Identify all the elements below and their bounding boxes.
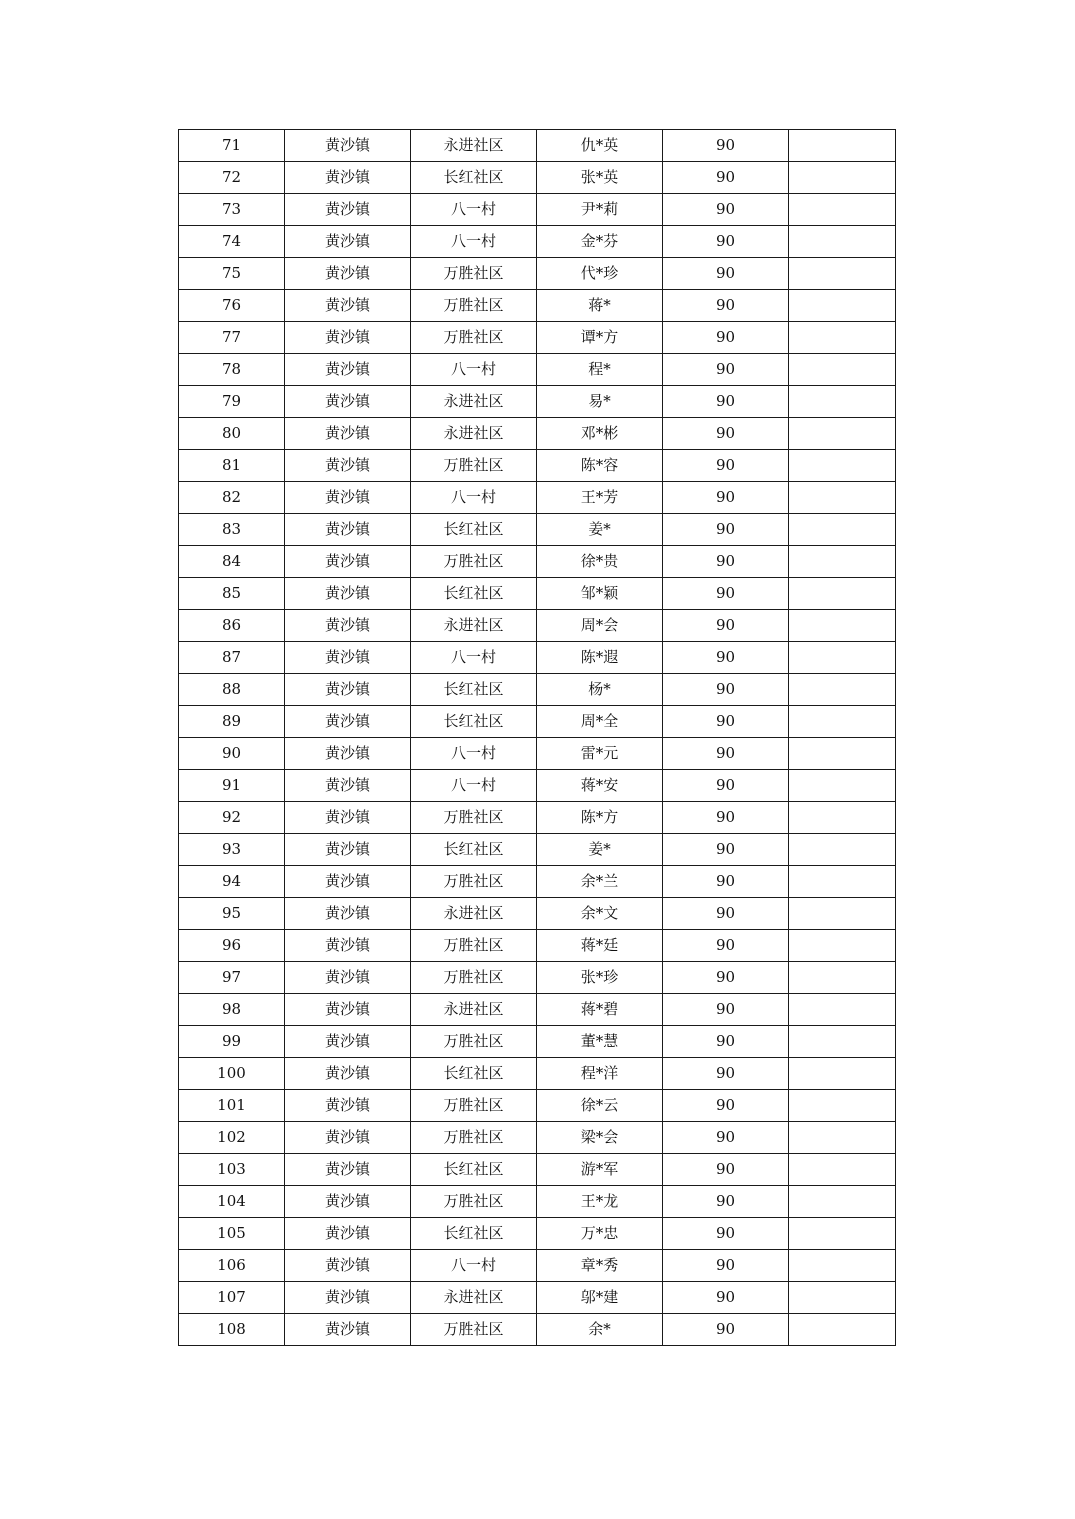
score-cell: 90 [663, 1122, 789, 1154]
village-cell: 万胜社区 [411, 962, 537, 994]
village-cell: 永进社区 [411, 386, 537, 418]
note-cell [789, 1058, 896, 1090]
note-cell [789, 546, 896, 578]
village-cell: 万胜社区 [411, 546, 537, 578]
row-number-cell: 98 [179, 994, 285, 1026]
table-row [179, 482, 896, 514]
town-cell: 黄沙镇 [285, 610, 411, 642]
table-row [179, 258, 896, 290]
name-cell: 易* [537, 386, 663, 418]
score-cell: 90 [663, 386, 789, 418]
row-number-cell: 77 [179, 322, 285, 354]
table-row [179, 1090, 896, 1122]
note-cell [789, 1282, 896, 1314]
score-cell: 90 [663, 802, 789, 834]
table-row [179, 194, 896, 226]
row-number-cell: 102 [179, 1122, 285, 1154]
table-row [179, 514, 896, 546]
town-cell: 黄沙镇 [285, 1282, 411, 1314]
note-cell [789, 162, 896, 194]
score-cell: 90 [663, 1058, 789, 1090]
row-number-cell: 99 [179, 1026, 285, 1058]
row-number-cell: 104 [179, 1186, 285, 1218]
note-cell [789, 1250, 896, 1282]
score-cell: 90 [663, 450, 789, 482]
score-cell: 90 [663, 1090, 789, 1122]
score-cell: 90 [663, 674, 789, 706]
score-cell: 90 [663, 834, 789, 866]
note-cell [789, 642, 896, 674]
score-cell: 90 [663, 610, 789, 642]
town-cell: 黄沙镇 [285, 706, 411, 738]
name-cell: 仇*英 [537, 130, 663, 162]
table-row [179, 1314, 896, 1346]
town-cell: 黄沙镇 [285, 130, 411, 162]
name-cell: 邓*彬 [537, 418, 663, 450]
note-cell [789, 1154, 896, 1186]
name-cell: 徐*云 [537, 1090, 663, 1122]
table-row [179, 578, 896, 610]
table-row [179, 1058, 896, 1090]
village-cell: 长红社区 [411, 578, 537, 610]
town-cell: 黄沙镇 [285, 578, 411, 610]
name-cell: 陈*容 [537, 450, 663, 482]
village-cell: 长红社区 [411, 834, 537, 866]
name-cell: 张*珍 [537, 962, 663, 994]
row-number-cell: 92 [179, 802, 285, 834]
town-cell: 黄沙镇 [285, 354, 411, 386]
score-cell: 90 [663, 770, 789, 802]
town-cell: 黄沙镇 [285, 226, 411, 258]
score-cell: 90 [663, 642, 789, 674]
town-cell: 黄沙镇 [285, 962, 411, 994]
village-cell: 万胜社区 [411, 1090, 537, 1122]
table-row [179, 1218, 896, 1250]
name-cell: 蒋* [537, 290, 663, 322]
row-number-cell: 81 [179, 450, 285, 482]
table-row [179, 706, 896, 738]
row-number-cell: 86 [179, 610, 285, 642]
village-cell: 万胜社区 [411, 866, 537, 898]
town-cell: 黄沙镇 [285, 834, 411, 866]
row-number-cell: 74 [179, 226, 285, 258]
score-cell: 90 [663, 1154, 789, 1186]
row-number-cell: 84 [179, 546, 285, 578]
name-cell: 代*珍 [537, 258, 663, 290]
note-cell [789, 930, 896, 962]
table-row [179, 930, 896, 962]
note-cell [789, 610, 896, 642]
village-cell: 八一村 [411, 738, 537, 770]
table-row [179, 1026, 896, 1058]
note-cell [789, 130, 896, 162]
name-cell: 章*秀 [537, 1250, 663, 1282]
village-cell: 长红社区 [411, 1058, 537, 1090]
name-cell: 周*会 [537, 610, 663, 642]
note-cell [789, 418, 896, 450]
name-cell: 万*忠 [537, 1218, 663, 1250]
name-cell: 姜* [537, 514, 663, 546]
village-cell: 八一村 [411, 770, 537, 802]
town-cell: 黄沙镇 [285, 546, 411, 578]
row-number-cell: 97 [179, 962, 285, 994]
row-number-cell: 78 [179, 354, 285, 386]
name-cell: 蒋*碧 [537, 994, 663, 1026]
row-number-cell: 72 [179, 162, 285, 194]
row-number-cell: 106 [179, 1250, 285, 1282]
table-row [179, 610, 896, 642]
village-cell: 永进社区 [411, 418, 537, 450]
note-cell [789, 834, 896, 866]
town-cell: 黄沙镇 [285, 162, 411, 194]
village-cell: 八一村 [411, 642, 537, 674]
score-cell: 90 [663, 258, 789, 290]
town-cell: 黄沙镇 [285, 1090, 411, 1122]
score-cell: 90 [663, 1026, 789, 1058]
score-cell: 90 [663, 1218, 789, 1250]
town-cell: 黄沙镇 [285, 386, 411, 418]
note-cell [789, 386, 896, 418]
name-cell: 金*芬 [537, 226, 663, 258]
row-number-cell: 87 [179, 642, 285, 674]
score-cell: 90 [663, 482, 789, 514]
name-cell: 陈*遐 [537, 642, 663, 674]
row-number-cell: 101 [179, 1090, 285, 1122]
table-row [179, 994, 896, 1026]
name-cell: 程*洋 [537, 1058, 663, 1090]
name-cell: 陈*方 [537, 802, 663, 834]
name-cell: 王*芳 [537, 482, 663, 514]
village-cell: 长红社区 [411, 1218, 537, 1250]
village-cell: 万胜社区 [411, 802, 537, 834]
note-cell [789, 674, 896, 706]
row-number-cell: 107 [179, 1282, 285, 1314]
note-cell [789, 994, 896, 1026]
name-cell: 雷*元 [537, 738, 663, 770]
name-cell: 游*军 [537, 1154, 663, 1186]
roster-table [178, 129, 896, 1346]
row-number-cell: 82 [179, 482, 285, 514]
score-cell: 90 [663, 1282, 789, 1314]
table-row [179, 642, 896, 674]
village-cell: 八一村 [411, 482, 537, 514]
table-row [179, 898, 896, 930]
note-cell [789, 770, 896, 802]
note-cell [789, 226, 896, 258]
note-cell [789, 450, 896, 482]
score-cell: 90 [663, 418, 789, 450]
town-cell: 黄沙镇 [285, 930, 411, 962]
score-cell: 90 [663, 1314, 789, 1346]
table-row [179, 226, 896, 258]
row-number-cell: 88 [179, 674, 285, 706]
note-cell [789, 1122, 896, 1154]
village-cell: 长红社区 [411, 1154, 537, 1186]
table-row [179, 802, 896, 834]
row-number-cell: 73 [179, 194, 285, 226]
town-cell: 黄沙镇 [285, 994, 411, 1026]
score-cell: 90 [663, 930, 789, 962]
note-cell [789, 1026, 896, 1058]
table-row [179, 1250, 896, 1282]
name-cell: 周*全 [537, 706, 663, 738]
score-cell: 90 [663, 322, 789, 354]
score-cell: 90 [663, 738, 789, 770]
name-cell: 徐*贵 [537, 546, 663, 578]
table-row [179, 290, 896, 322]
note-cell [789, 354, 896, 386]
town-cell: 黄沙镇 [285, 418, 411, 450]
village-cell: 永进社区 [411, 610, 537, 642]
town-cell: 黄沙镇 [285, 482, 411, 514]
village-cell: 万胜社区 [411, 930, 537, 962]
row-number-cell: 108 [179, 1314, 285, 1346]
village-cell: 万胜社区 [411, 322, 537, 354]
name-cell: 蒋*廷 [537, 930, 663, 962]
town-cell: 黄沙镇 [285, 866, 411, 898]
row-number-cell: 71 [179, 130, 285, 162]
score-cell: 90 [663, 994, 789, 1026]
note-cell [789, 1218, 896, 1250]
row-number-cell: 75 [179, 258, 285, 290]
village-cell: 万胜社区 [411, 1314, 537, 1346]
town-cell: 黄沙镇 [285, 770, 411, 802]
village-cell: 万胜社区 [411, 1026, 537, 1058]
note-cell [789, 482, 896, 514]
note-cell [789, 194, 896, 226]
village-cell: 八一村 [411, 194, 537, 226]
table-row [179, 546, 896, 578]
name-cell: 邹*颖 [537, 578, 663, 610]
row-number-cell: 85 [179, 578, 285, 610]
village-cell: 万胜社区 [411, 290, 537, 322]
town-cell: 黄沙镇 [285, 322, 411, 354]
village-cell: 八一村 [411, 354, 537, 386]
name-cell: 余*兰 [537, 866, 663, 898]
note-cell [789, 322, 896, 354]
village-cell: 永进社区 [411, 130, 537, 162]
name-cell: 蒋*安 [537, 770, 663, 802]
row-number-cell: 103 [179, 1154, 285, 1186]
table-row [179, 674, 896, 706]
row-number-cell: 96 [179, 930, 285, 962]
town-cell: 黄沙镇 [285, 1154, 411, 1186]
village-cell: 长红社区 [411, 514, 537, 546]
note-cell [789, 1186, 896, 1218]
score-cell: 90 [663, 706, 789, 738]
name-cell: 姜* [537, 834, 663, 866]
score-cell: 90 [663, 866, 789, 898]
row-number-cell: 93 [179, 834, 285, 866]
name-cell: 尹*莉 [537, 194, 663, 226]
row-number-cell: 83 [179, 514, 285, 546]
score-cell: 90 [663, 1250, 789, 1282]
table-row [179, 738, 896, 770]
village-cell: 八一村 [411, 1250, 537, 1282]
score-cell: 90 [663, 130, 789, 162]
name-cell: 程* [537, 354, 663, 386]
note-cell [789, 706, 896, 738]
town-cell: 黄沙镇 [285, 1122, 411, 1154]
town-cell: 黄沙镇 [285, 1186, 411, 1218]
name-cell: 王*龙 [537, 1186, 663, 1218]
score-cell: 90 [663, 514, 789, 546]
village-cell: 万胜社区 [411, 258, 537, 290]
name-cell: 杨* [537, 674, 663, 706]
town-cell: 黄沙镇 [285, 802, 411, 834]
town-cell: 黄沙镇 [285, 1218, 411, 1250]
village-cell: 万胜社区 [411, 450, 537, 482]
name-cell: 余*文 [537, 898, 663, 930]
name-cell: 董*慧 [537, 1026, 663, 1058]
village-cell: 长红社区 [411, 162, 537, 194]
note-cell [789, 514, 896, 546]
village-cell: 长红社区 [411, 706, 537, 738]
row-number-cell: 89 [179, 706, 285, 738]
score-cell: 90 [663, 546, 789, 578]
name-cell: 梁*会 [537, 1122, 663, 1154]
town-cell: 黄沙镇 [285, 450, 411, 482]
row-number-cell: 94 [179, 866, 285, 898]
town-cell: 黄沙镇 [285, 1250, 411, 1282]
village-cell: 永进社区 [411, 994, 537, 1026]
town-cell: 黄沙镇 [285, 258, 411, 290]
name-cell: 张*英 [537, 162, 663, 194]
row-number-cell: 80 [179, 418, 285, 450]
note-cell [789, 738, 896, 770]
note-cell [789, 866, 896, 898]
score-cell: 90 [663, 226, 789, 258]
row-number-cell: 100 [179, 1058, 285, 1090]
town-cell: 黄沙镇 [285, 1314, 411, 1346]
score-cell: 90 [663, 290, 789, 322]
name-cell: 余* [537, 1314, 663, 1346]
table-row [179, 834, 896, 866]
note-cell [789, 898, 896, 930]
town-cell: 黄沙镇 [285, 738, 411, 770]
note-cell [789, 1314, 896, 1346]
row-number-cell: 90 [179, 738, 285, 770]
village-cell: 永进社区 [411, 898, 537, 930]
row-number-cell: 105 [179, 1218, 285, 1250]
town-cell: 黄沙镇 [285, 290, 411, 322]
score-cell: 90 [663, 194, 789, 226]
note-cell [789, 962, 896, 994]
note-cell [789, 290, 896, 322]
town-cell: 黄沙镇 [285, 642, 411, 674]
row-number-cell: 79 [179, 386, 285, 418]
note-cell [789, 578, 896, 610]
table-row [179, 418, 896, 450]
table-row [179, 354, 896, 386]
town-cell: 黄沙镇 [285, 1058, 411, 1090]
table-row [179, 1122, 896, 1154]
table-row [179, 322, 896, 354]
row-number-cell: 76 [179, 290, 285, 322]
table-row [179, 1186, 896, 1218]
table-row [179, 866, 896, 898]
score-cell: 90 [663, 898, 789, 930]
note-cell [789, 802, 896, 834]
town-cell: 黄沙镇 [285, 674, 411, 706]
table-row [179, 1154, 896, 1186]
table-row [179, 1282, 896, 1314]
note-cell [789, 1090, 896, 1122]
row-number-cell: 95 [179, 898, 285, 930]
table-row [179, 386, 896, 418]
table-row [179, 162, 896, 194]
table-row [179, 962, 896, 994]
row-number-cell: 91 [179, 770, 285, 802]
town-cell: 黄沙镇 [285, 1026, 411, 1058]
table-row [179, 450, 896, 482]
table-row [179, 770, 896, 802]
town-cell: 黄沙镇 [285, 514, 411, 546]
town-cell: 黄沙镇 [285, 194, 411, 226]
village-cell: 万胜社区 [411, 1186, 537, 1218]
name-cell: 谭*方 [537, 322, 663, 354]
score-cell: 90 [663, 962, 789, 994]
score-cell: 90 [663, 354, 789, 386]
village-cell: 八一村 [411, 226, 537, 258]
roster-table-body [179, 130, 896, 1346]
village-cell: 永进社区 [411, 1282, 537, 1314]
note-cell [789, 258, 896, 290]
village-cell: 长红社区 [411, 674, 537, 706]
score-cell: 90 [663, 162, 789, 194]
name-cell: 邬*建 [537, 1282, 663, 1314]
village-cell: 万胜社区 [411, 1122, 537, 1154]
town-cell: 黄沙镇 [285, 898, 411, 930]
table-row [179, 130, 896, 162]
score-cell: 90 [663, 578, 789, 610]
score-cell: 90 [663, 1186, 789, 1218]
